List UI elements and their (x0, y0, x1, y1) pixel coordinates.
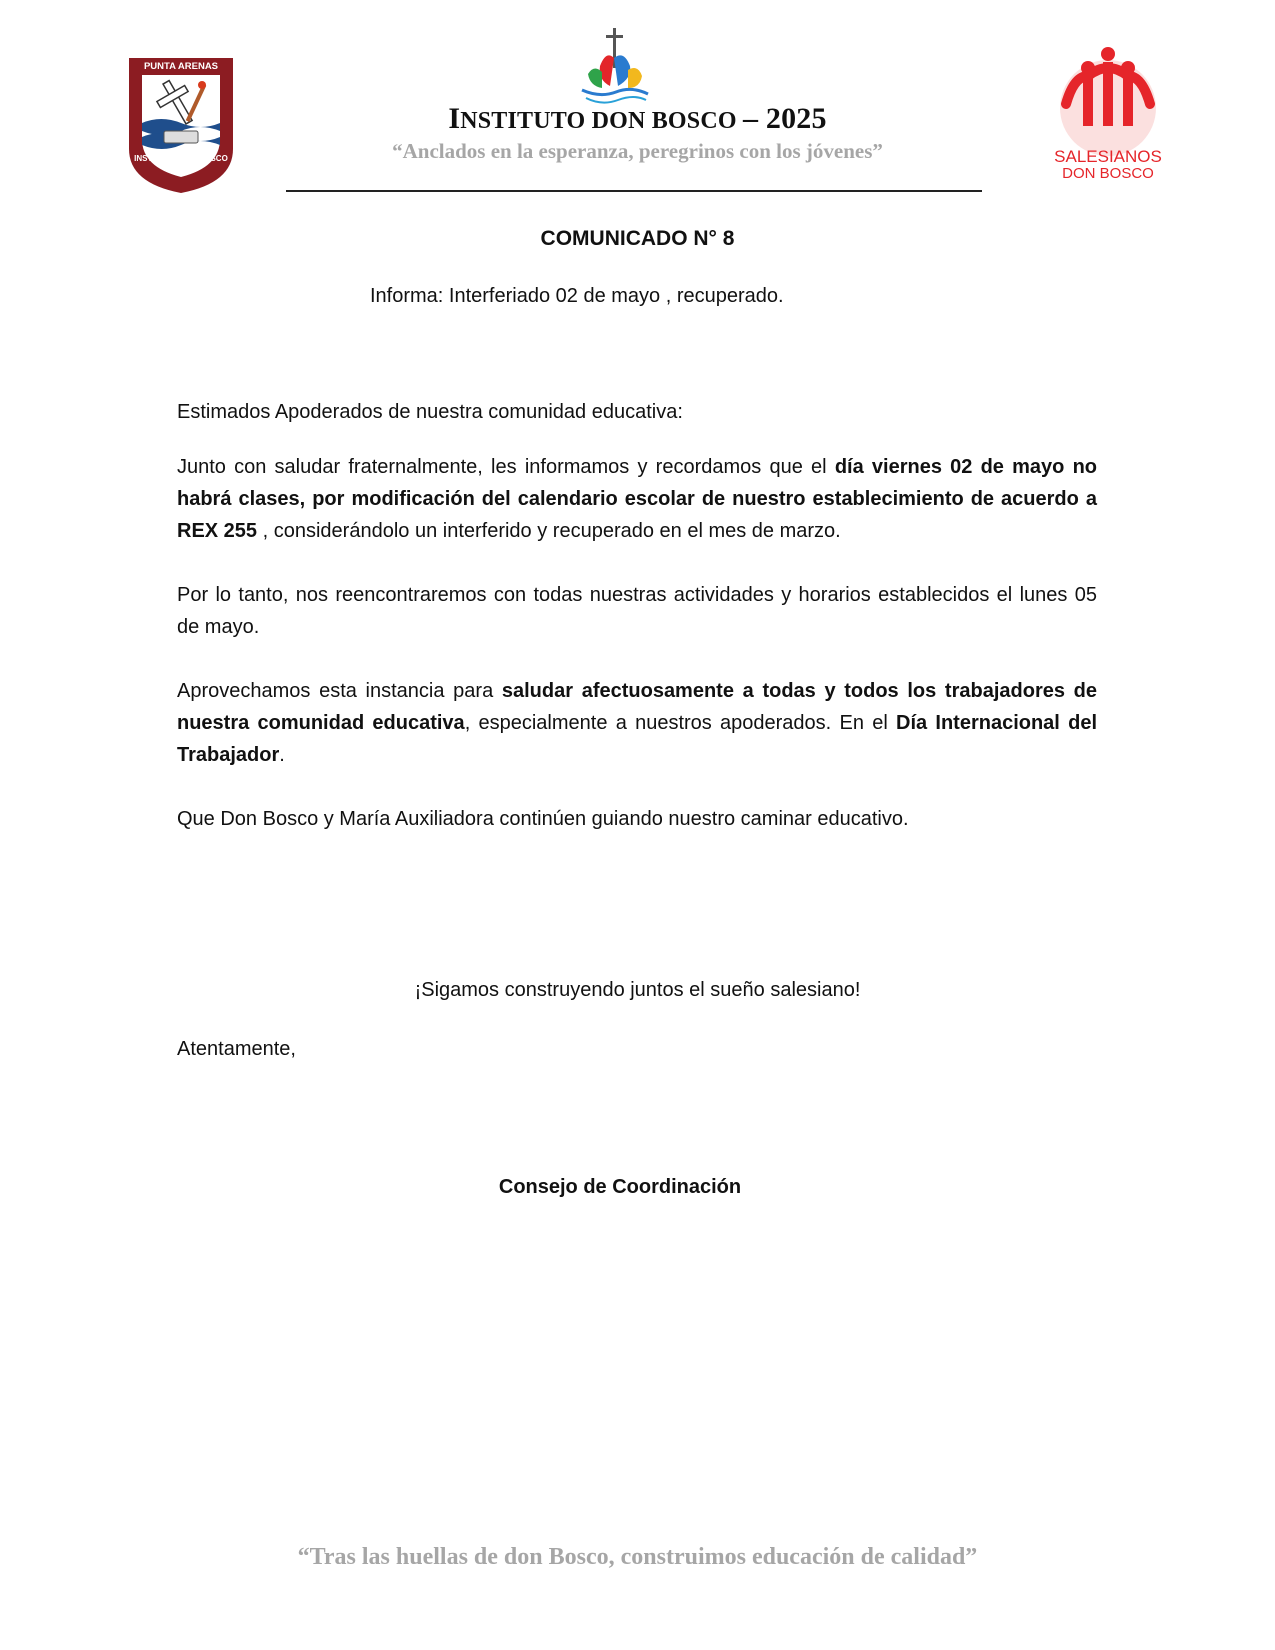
header-divider (286, 190, 982, 192)
p1-bold: día viernes 02 de mayo no habrá clases, por modificación del calendario escolar de nuestro establecimiento de acuerdo a REX 255 (177, 456, 1097, 542)
salesianos-line1: SALESIANOS (1054, 147, 1162, 166)
paragraph-1 (177, 451, 1097, 547)
doc-heading: COMUNICADO N° 8 (540, 227, 735, 250)
p1-text-a: Junto con saludar fraternalmente, les informamos y recordamos que el (177, 456, 835, 478)
p3-bold-d: Día Internacional del Trabajador (177, 712, 1098, 766)
title-name: NSTITUTO DON BOSCO (460, 108, 737, 134)
p3-bold-b: saludar afectuosamente a todas y todos los trabajadores de nuestra comunidad educativa (177, 680, 1097, 734)
closing: Atentamente, (177, 1038, 296, 1060)
p1-text-c: , considerándolo un interferido y recuperado en el mes de marzo. (257, 520, 841, 542)
greeting: Estimados Apoderados de nuestra comunidad educativa: (177, 401, 683, 423)
p3-text-a: Aprovechamos esta instancia para (177, 680, 502, 702)
paragraph-3 (177, 675, 1097, 771)
jubilee-cross-icon (580, 28, 650, 108)
salesianos-line2: DON BOSCO (1062, 165, 1154, 182)
paragraph-4: Que Don Bosco y María Auxiliadora continúen guiando nuestro caminar educativo. (177, 808, 909, 830)
crest-ring-text: INSTITUTO DON BOSCO (134, 154, 228, 163)
header-motto: “Anclados en la esperanza, peregrinos con los jóvenes” (392, 139, 883, 163)
slogan: ¡Sigamos construyendo juntos el sueño salesiano! (414, 979, 861, 1001)
signature: Consejo de Coordinación (498, 1176, 742, 1198)
title-year: – 2025 (742, 102, 827, 135)
doc-subject: Informa: Interferiado 02 de mayo , recuperado. (370, 285, 784, 307)
footer-motto: “Tras las huellas de don Bosco, construimos educación de calidad” (297, 1544, 978, 1570)
title-initial: I (448, 102, 461, 135)
crest-top-text: PUNTA ARENAS (143, 61, 219, 72)
institution-title (0, 102, 1275, 136)
paragraph-2: Por lo tanto, nos reencontraremos con todas nuestras actividades y horarios establecidos el lunes 05 de mayo. (177, 584, 1097, 638)
jubilee-logo (580, 28, 650, 108)
p3-text-e: . (279, 744, 285, 766)
p3-text-c: , especialmente a nuestros apoderados. En el (464, 712, 897, 734)
